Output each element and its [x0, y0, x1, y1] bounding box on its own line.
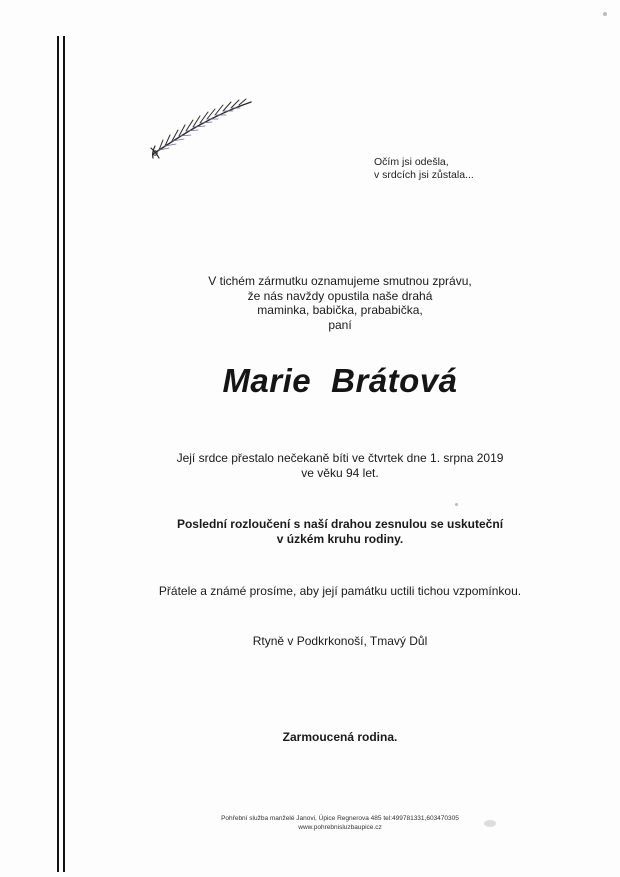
motto-quote: [374, 156, 534, 182]
place-line: Rtyně v Podkrkonoší, Tmavý Důl: [252, 634, 428, 648]
scan-speck: [484, 820, 496, 827]
farewell-line-1: Poslední rozloučení s naší drahou zesnulou se uskuteční: [176, 517, 504, 531]
vertical-border-double-line: [57, 36, 65, 872]
intro-line-4: paní: [328, 317, 352, 332]
deceased-last-name: Brátová: [331, 362, 458, 399]
family-signature: Zarmoucená rodina.: [282, 730, 398, 744]
scan-speck: [455, 503, 458, 506]
death-notice-line-2: ve věku 94 let.: [301, 465, 379, 480]
deceased-first-name: Marie: [222, 362, 312, 399]
death-notice: [70, 451, 610, 480]
intro-text: [70, 274, 610, 332]
farewell-line-2: v úzkém kruhu rodiny.: [276, 532, 404, 546]
intro-line-1: V tichém zármutku oznamujeme smutnou zprávu,: [208, 274, 472, 288]
intro-line-2: že nás navždy opustila naše drahá: [247, 288, 433, 303]
funeral-service-footer: [70, 814, 610, 832]
farewell-notice: [70, 517, 610, 547]
palm-branch-icon: [145, 96, 255, 162]
motto-line-2: v srdcích jsi zůstala...: [374, 169, 474, 181]
deceased-name: [70, 362, 610, 400]
footer-website: www.pohrebnisluzbaupice.cz: [298, 824, 382, 831]
footer-contact-line: Pohřební služba manželé Janovi, Úpice Regnerova 485 tel:499781331,603470305: [221, 815, 459, 822]
death-notice-line-1: Její srdce přestalo nečekaně bíti ve čtvrtek dne 1. srpna 2019: [176, 451, 504, 465]
memory-request: Přátele a známé prosíme, aby její památku uctili tichou vzpomínkou.: [158, 584, 522, 598]
scan-speck: [603, 12, 607, 16]
motto-line-1: Očím jsi odešla,: [374, 156, 449, 168]
intro-line-3: maminka, babička, prababička,: [257, 303, 423, 317]
